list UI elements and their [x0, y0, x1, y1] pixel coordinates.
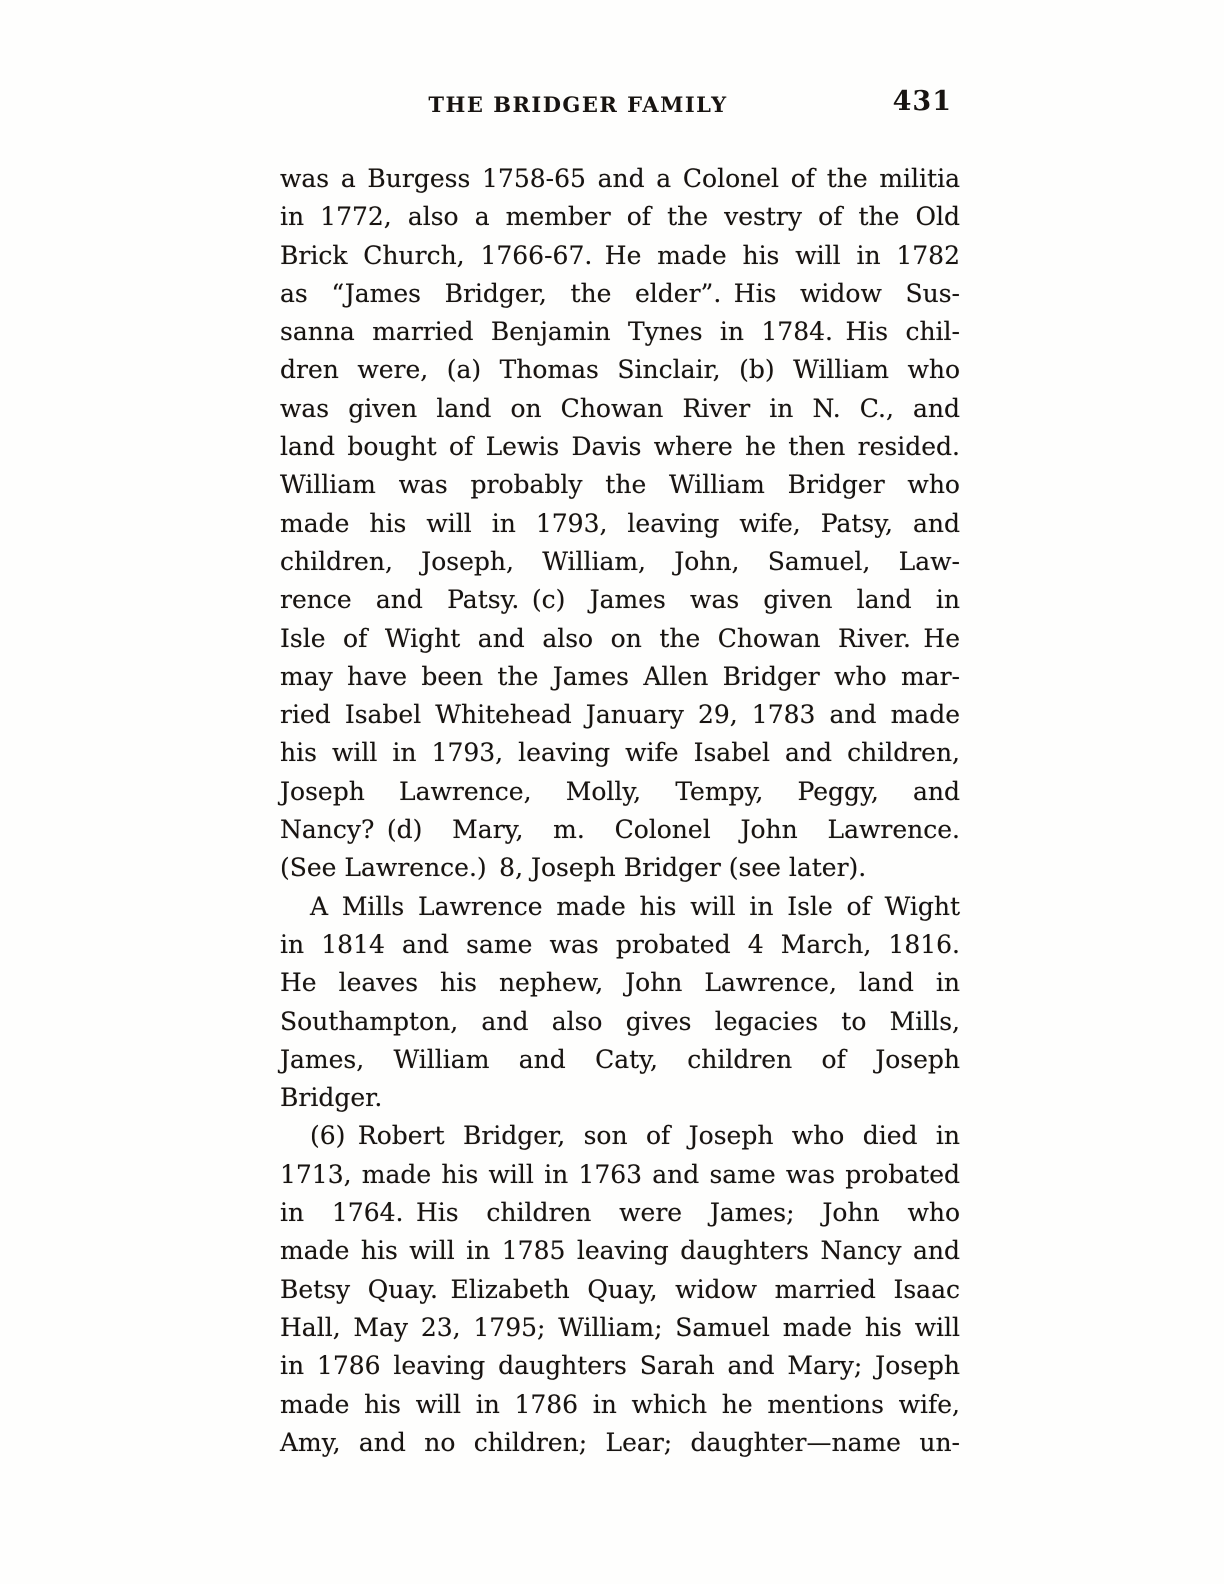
text-line: made his will in 1786 in which he mentions wife, [280, 1389, 960, 1419]
running-head [280, 88, 960, 130]
text-line: sanna married Benjamin Tynes in 1784. His chil- [280, 317, 960, 347]
text-line: Brick Church, 1766-67. He made his will in 1782 [280, 240, 960, 270]
text-line: ried Isabel Whitehead January 29, 1783 and made [280, 700, 960, 730]
text-line: in 1814 and same was probated 4 March, 1816. [280, 929, 960, 959]
text-line: land bought of Lewis Davis where he then resided. [280, 432, 960, 462]
text-line: He leaves his nephew, John Lawrence, land in [280, 968, 960, 998]
text-line: as “James Bridger, the elder”. His widow Sus- [280, 278, 960, 308]
page-body [280, 160, 960, 1462]
text-line: in 1772, also a member of the vestry of the Old [280, 202, 960, 232]
text-line: in 1764. His children were James; John who [280, 1198, 960, 1228]
text-line: in 1786 leaving daughters Sarah and Mary; Joseph [280, 1351, 960, 1381]
text-line: Joseph Lawrence, Molly, Tempy, Peggy, and [280, 776, 960, 806]
text-line: rence and Patsy. (c) James was given land in [280, 585, 960, 615]
paragraph [280, 1117, 960, 1462]
text-line: may have been the James Allen Bridger who mar- [280, 661, 960, 691]
paragraph [280, 160, 960, 888]
text-line: was given land on Chowan River in N. C., and [280, 393, 960, 423]
text-line: was a Burgess 1758-65 and a Colonel of the militia [280, 164, 960, 193]
text-line: A Mills Lawrence made his will in Isle of Wight [310, 891, 960, 921]
running-head-title: THE BRIDGER FAMILY [428, 92, 728, 117]
text-line: made his will in 1793, leaving wife, Patsy, and [280, 508, 960, 538]
text-line: Southampton, and also gives legacies to Mills, [280, 1006, 960, 1036]
text-line: Hall, May 23, 1795; William; Samuel made his will [280, 1312, 960, 1342]
text-line: his will in 1793, leaving wife Isabel and children, [280, 738, 960, 768]
text-line: William was probably the William Bridger who [280, 470, 960, 500]
text-line: James, William and Caty, children of Joseph [280, 1044, 960, 1074]
text-line: Isle of Wight and also on the Chowan River. He [280, 623, 960, 653]
page-number: 431 [892, 86, 952, 117]
text-line: dren were, (a) Thomas Sinclair, (b) William who [280, 355, 960, 385]
text-line: Nancy? (d) Mary, m. Colonel John Lawrence. [280, 815, 960, 845]
text-line: Betsy Quay. Elizabeth Quay, widow married Isaac [280, 1274, 960, 1304]
text-line: (See Lawrence.) 8, Joseph Bridger (see later). [280, 853, 867, 883]
text-line: Amy, and no children; Lear; daughter—name un- [280, 1427, 960, 1457]
text-line: made his will in 1785 leaving daughters Nancy and [280, 1236, 960, 1266]
text-line: Bridger. [280, 1083, 383, 1113]
paragraph [280, 888, 960, 1118]
text-line: 1713, made his will in 1763 and same was probated [280, 1159, 960, 1189]
text-line: (6) Robert Bridger, son of Joseph who died in [310, 1121, 960, 1151]
text-line: children, Joseph, William, John, Samuel, Law- [280, 546, 960, 576]
